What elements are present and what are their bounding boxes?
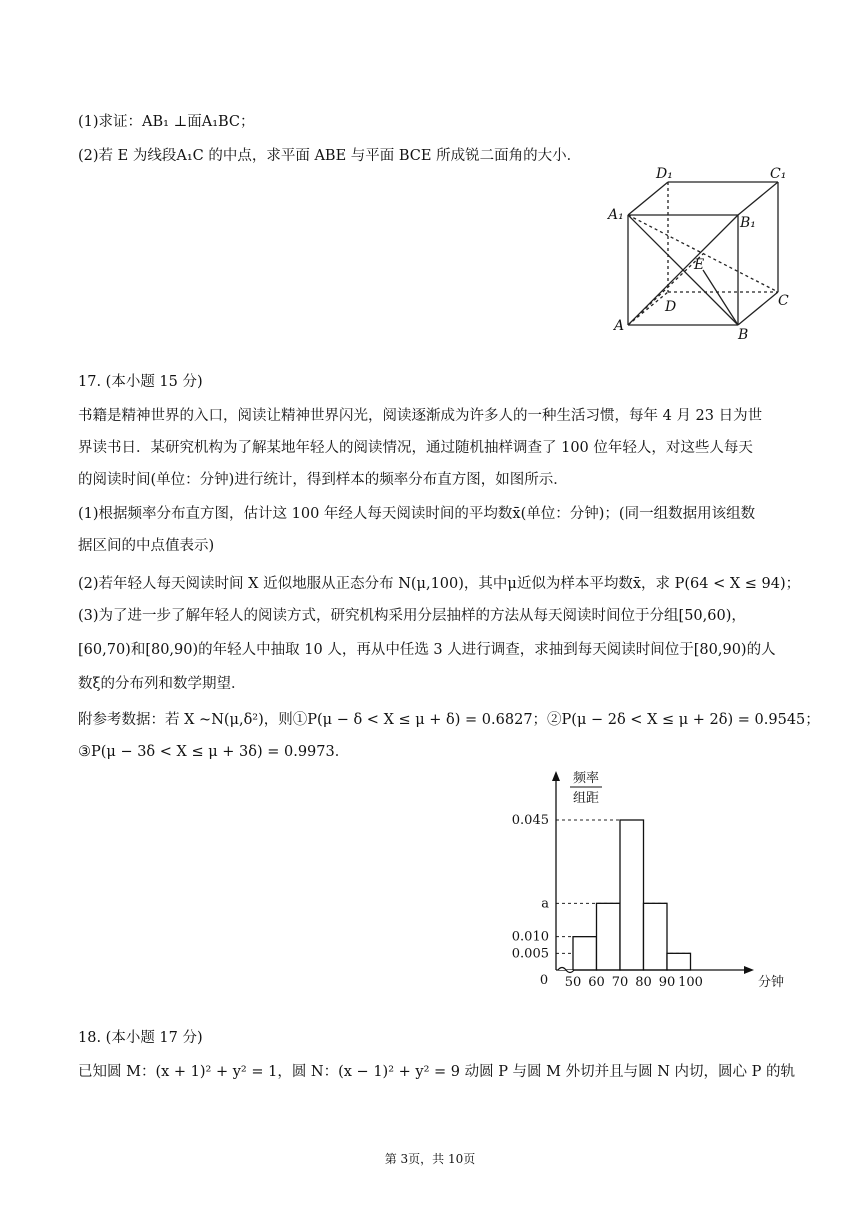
label-a: A [614, 318, 625, 334]
histogram-bar [597, 903, 621, 970]
origin-label: 0 [539, 973, 549, 988]
x-tick-label: 60 [588, 975, 605, 990]
y-axis-label-bottom: 组距 [572, 791, 600, 806]
label-e: E [694, 257, 705, 273]
x-axis-arrow [744, 966, 754, 974]
q17-line: 附参考数据：若 X ~N(μ,δ²)，则①P(μ − δ < X ≤ μ + δ) = 0.6827；②P(μ − 2δ < X ≤ μ + 2δ) = 0.9545； [78, 712, 820, 728]
q17-line: 的阅读时间(单位：分钟)进行统计，得到样本的频率分布直方图，如图所示． [78, 472, 568, 488]
histogram-bar [620, 820, 644, 970]
frequency-histogram [500, 765, 800, 1000]
q17-line: [60,70)和[80,90)的年轻人中抽取 10 人，再从中任选 3 人进行调查，求抽到每天阅读时间位于[80,90)的人 [78, 642, 776, 658]
axis-break-mark [558, 968, 574, 973]
q17-title: 17. (本小题 15 分) [78, 374, 203, 390]
q17-line: ③P(μ − 3δ < X ≤ μ + 3δ) = 0.9973． [78, 744, 350, 760]
histogram-bar [573, 937, 597, 970]
x-tick-label: 90 [658, 975, 676, 990]
q16-part2: (2)若 E 为线段A₁C 的中点，求平面 ABE 与平面 BCE 所成锐二面角的大小． [78, 148, 582, 164]
label-c: C [778, 293, 789, 309]
y-tick-label: 0.010 [511, 929, 549, 945]
y-tick-label: 0.005 [511, 946, 549, 962]
label-d1: D₁ [656, 166, 673, 182]
label-b1: B₁ [740, 215, 756, 231]
edge-a1-d1 [628, 182, 668, 215]
q17-line: (3)为了进一步了解年轻人的阅读方式，研究机构采用分层抽样的方法从每天阅读时间位于分组[50,60)， [78, 608, 746, 624]
page-footer: 第 3页，共 10页 [384, 1152, 476, 1166]
label-a1: A₁ [608, 207, 624, 223]
q17-line: 数ξ的分布列和数学期望． [78, 676, 246, 692]
q17-line: 据区间的中点值表示) [78, 538, 215, 554]
q17-line: 书籍是精神世界的入口，阅读让精神世界闪光，阅读逐渐成为许多人的一种生活习惯，每年 4 月 23 日为世 [78, 408, 763, 424]
q18-line1: 已知圆 M：(x + 1)² + y² = 1，圆 N：(x − 1)² + y² = 9 动圆 P 与圆 M 外切并且与圆 N 内切，圆心 P 的轨 [78, 1064, 796, 1080]
x-tick-label: 80 [635, 975, 652, 990]
x-tick-label: 70 [611, 975, 629, 990]
q18-title: 18. (本小题 17 分) [78, 1030, 203, 1046]
q17-line: (2)若年轻人每天阅读时间 X 近似地服从正态分布 N(μ,100)，其中μ近似为样本平均数x̄，求 P(64 < X ≤ 94)； [78, 576, 801, 592]
q16-part1: (1)求证：AB₁ ⊥面A₁BC； [78, 114, 255, 130]
y-axis-label-top: 频率 [572, 771, 600, 786]
y-axis-arrow [552, 771, 560, 781]
y-tick-label: 0.045 [511, 813, 549, 828]
x-tick-label: 100 [678, 975, 703, 990]
cube-figure [600, 165, 800, 345]
label-d: D [665, 299, 677, 315]
x-axis-label: 分钟 [758, 975, 785, 990]
label-c1: C₁ [770, 166, 787, 182]
y-tick-label: a [541, 896, 549, 912]
q17-line: 界读书日．某研究机构为了解某地年轻人的阅读情况，通过随机抽样调查了 100 位年轻人，对这些人每天 [78, 440, 753, 456]
edge-b-c [738, 292, 778, 325]
x-tick-label: 50 [564, 975, 582, 990]
histogram-bar [667, 953, 691, 970]
edge-b1-c1 [738, 182, 778, 215]
label-b: B [738, 327, 749, 343]
q17-line: (1)根据频率分布直方图，估计这 100 年经人每天阅读时间的平均数x̄(单位：分钟)；(同一组数据用该组数 [78, 506, 756, 522]
histogram-bar [644, 903, 668, 970]
edge-b-e [703, 270, 738, 325]
